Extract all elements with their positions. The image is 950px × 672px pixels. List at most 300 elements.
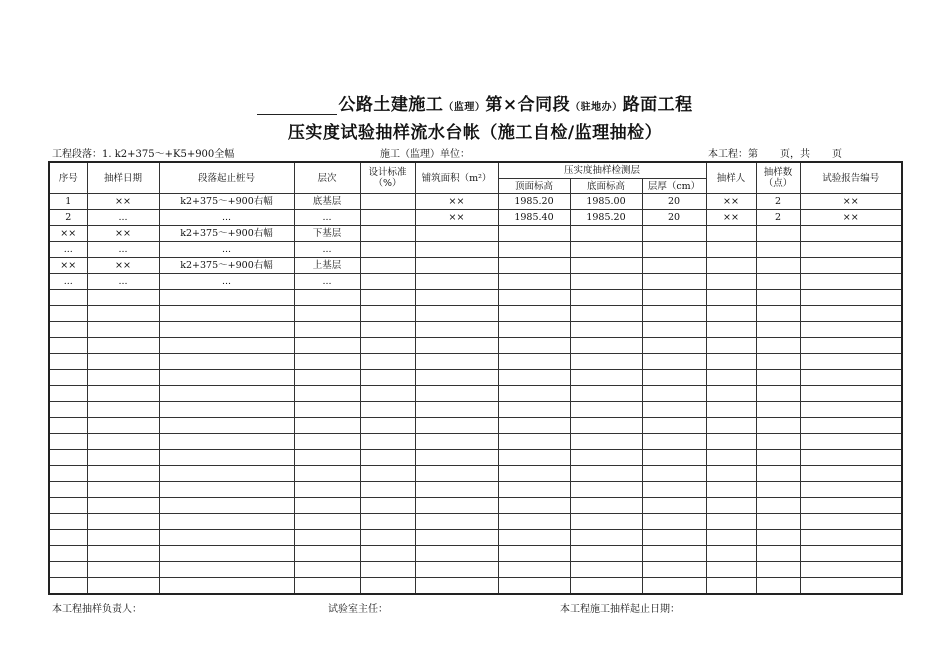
cell-report[interactable] [800,306,902,322]
cell-bottom[interactable] [570,370,642,386]
cell-design[interactable] [360,466,415,482]
cell-points[interactable] [756,306,800,322]
header-top: 顶面标高 [498,179,570,194]
cell-thick[interactable] [642,434,706,450]
cell-sampler[interactable] [706,370,756,386]
table-row [49,450,902,466]
cell-station[interactable] [159,354,294,370]
cell-sampler[interactable] [706,322,756,338]
cell-seq[interactable] [49,354,87,370]
cell-thick[interactable] [642,482,706,498]
cell-sampler [706,274,756,290]
cell-date[interactable] [87,386,159,402]
cell-thick[interactable] [642,466,706,482]
cell-points[interactable] [756,370,800,386]
cell-station: k2+375～+900右幅 [159,258,294,274]
cell-sampler[interactable] [706,514,756,530]
cell-thick [642,274,706,290]
cell-points[interactable] [756,498,800,514]
cell-area: ×× [415,194,498,210]
cell-thick: 20 [642,210,706,226]
cell-report[interactable] [800,434,902,450]
header-group: 压实度抽样检测层 [498,162,706,179]
cell-sampler[interactable] [706,290,756,306]
cell-thick[interactable] [642,450,706,466]
cell-report: ×× [800,194,902,210]
cell-top: 1985.40 [498,210,570,226]
cell-area[interactable] [415,450,498,466]
cell-seq[interactable] [49,386,87,402]
cell-area [415,258,498,274]
cell-seq[interactable] [49,450,87,466]
cell-seq[interactable] [49,370,87,386]
cell-layer[interactable] [294,322,360,338]
cell-sampler: ×× [706,194,756,210]
cell-bottom[interactable] [570,322,642,338]
cell-design[interactable] [360,546,415,562]
table-row [49,562,902,578]
cell-points[interactable] [756,322,800,338]
header-layer: 层次 [294,162,360,194]
cell-sampler[interactable] [706,354,756,370]
cell-sampler[interactable] [706,498,756,514]
cell-station[interactable] [159,546,294,562]
cell-layer[interactable] [294,482,360,498]
cell-date[interactable] [87,498,159,514]
cell-layer[interactable] [294,306,360,322]
cell-bottom [570,258,642,274]
header-area: 铺筑面积（m²） [415,162,498,194]
cell-top[interactable] [498,354,570,370]
cell-layer[interactable] [294,338,360,354]
cell-report[interactable] [800,546,902,562]
cell-points [756,242,800,258]
title-note: （驻地办） [570,102,623,113]
cell-top[interactable] [498,290,570,306]
cell-points[interactable] [756,434,800,450]
cell-thick[interactable] [642,322,706,338]
table-row [49,226,902,242]
cell-top[interactable] [498,418,570,434]
table-row [49,258,902,274]
cell-points[interactable] [756,450,800,466]
cell-bottom[interactable] [570,306,642,322]
cell-design[interactable] [360,450,415,466]
cell-station[interactable] [159,322,294,338]
cell-area[interactable] [415,562,498,578]
cell-date[interactable] [87,402,159,418]
cell-bottom[interactable] [570,578,642,595]
table-row [49,402,902,418]
section-info: 工程段落：1. k2+375～+K5+900全幅 [52,149,235,160]
cell-station[interactable] [159,434,294,450]
table-row [49,194,902,210]
cell-sampler[interactable] [706,562,756,578]
cell-design[interactable] [360,578,415,595]
cell-date: ×× [87,194,159,210]
cell-bottom[interactable] [570,546,642,562]
header-points-line1: 抽样数 [763,167,793,178]
cell-points[interactable] [756,514,800,530]
cell-area[interactable] [415,530,498,546]
cell-area[interactable] [415,434,498,450]
cell-top[interactable] [498,562,570,578]
cell-thick[interactable] [642,386,706,402]
cell-thick[interactable] [642,354,706,370]
cell-station[interactable] [159,402,294,418]
cell-report[interactable] [800,370,902,386]
cell-seq[interactable] [49,322,87,338]
cell-date[interactable] [87,290,159,306]
cell-bottom[interactable] [570,530,642,546]
footer-lab: 试验室主任： [328,604,388,615]
cell-sampler[interactable] [706,338,756,354]
cell-area[interactable] [415,466,498,482]
cell-date[interactable] [87,466,159,482]
cell-area [415,242,498,258]
cell-top[interactable] [498,514,570,530]
cell-station[interactable] [159,482,294,498]
header-design-line1: 设计标准 [368,167,407,178]
cell-date[interactable] [87,354,159,370]
cell-station: ... [159,210,294,226]
cell-date[interactable] [87,546,159,562]
cell-report[interactable] [800,402,902,418]
cell-date[interactable] [87,306,159,322]
cell-design[interactable] [360,482,415,498]
cell-design[interactable] [360,530,415,546]
cell-points[interactable] [756,290,800,306]
cell-thick[interactable] [642,338,706,354]
cell-bottom[interactable] [570,338,642,354]
cell-seq[interactable] [49,530,87,546]
cell-seq: ... [49,242,87,258]
cell-layer[interactable] [294,562,360,578]
cell-points[interactable] [756,402,800,418]
cell-date[interactable] [87,578,159,595]
cell-report[interactable] [800,338,902,354]
cell-top[interactable] [498,370,570,386]
cell-points[interactable] [756,386,800,402]
cell-report[interactable] [800,386,902,402]
cell-layer[interactable] [294,498,360,514]
cell-bottom[interactable] [570,562,642,578]
cell-area[interactable] [415,402,498,418]
cell-bottom[interactable] [570,386,642,402]
cell-station[interactable] [159,418,294,434]
cell-design[interactable] [360,514,415,530]
cell-layer[interactable] [294,418,360,434]
cell-layer[interactable] [294,466,360,482]
cell-date[interactable] [87,418,159,434]
cell-bottom [570,226,642,242]
cell-sampler[interactable] [706,466,756,482]
cell-area[interactable] [415,498,498,514]
cell-top[interactable] [498,402,570,418]
cell-report[interactable] [800,354,902,370]
cell-top[interactable] [498,450,570,466]
title-part: 公路土建施工 [338,95,444,115]
cell-layer[interactable] [294,514,360,530]
cell-layer[interactable] [294,530,360,546]
header-design [360,162,415,194]
cell-thick [642,242,706,258]
cell-design[interactable] [360,322,415,338]
cell-design[interactable] [360,386,415,402]
cell-top[interactable] [498,498,570,514]
cell-sampler[interactable] [706,530,756,546]
cell-points[interactable] [756,482,800,498]
cell-thick[interactable] [642,306,706,322]
cell-points[interactable] [756,466,800,482]
cell-area[interactable] [415,338,498,354]
cell-area [415,226,498,242]
cell-seq[interactable] [49,466,87,482]
title-note: （监理） [443,102,486,113]
cell-seq[interactable] [49,482,87,498]
cell-sampler [706,242,756,258]
cell-top[interactable] [498,578,570,595]
cell-seq[interactable] [49,578,87,595]
cell-sampler[interactable] [706,546,756,562]
cell-station[interactable] [159,338,294,354]
cell-thick[interactable] [642,578,706,595]
cell-thick[interactable] [642,370,706,386]
cell-sampler[interactable] [706,418,756,434]
table-row [49,386,902,402]
cell-report[interactable] [800,466,902,482]
cell-bottom[interactable] [570,450,642,466]
cell-date[interactable] [87,370,159,386]
cell-points[interactable] [756,530,800,546]
cell-date[interactable] [87,482,159,498]
cell-design[interactable] [360,370,415,386]
cell-thick[interactable] [642,530,706,546]
cell-sampler[interactable] [706,386,756,402]
cell-station: ... [159,242,294,258]
table-row [49,546,902,562]
cell-report[interactable] [800,578,902,595]
cell-top[interactable] [498,386,570,402]
unit-info: 施工（监理）单位： [380,149,470,160]
cell-report [800,274,902,290]
cell-points[interactable] [756,562,800,578]
cell-thick[interactable] [642,498,706,514]
cell-seq[interactable] [49,546,87,562]
cell-points[interactable] [756,578,800,595]
cell-design[interactable] [360,562,415,578]
cell-station[interactable] [159,386,294,402]
cell-date[interactable] [87,338,159,354]
cell-layer[interactable] [294,370,360,386]
cell-area[interactable] [415,482,498,498]
cell-report [800,226,902,242]
cell-design[interactable] [360,290,415,306]
cell-points[interactable] [756,418,800,434]
cell-layer[interactable] [294,290,360,306]
cell-layer: 底基层 [294,194,360,210]
cell-seq[interactable] [49,306,87,322]
cell-top[interactable] [498,546,570,562]
cell-layer[interactable] [294,578,360,595]
cell-layer: ... [294,210,360,226]
cell-top[interactable] [498,530,570,546]
cell-report[interactable] [800,530,902,546]
cell-thick[interactable] [642,546,706,562]
cell-report[interactable] [800,290,902,306]
cell-bottom[interactable] [570,354,642,370]
project-name-blank[interactable] [257,98,337,115]
cell-area[interactable] [415,306,498,322]
cell-thick[interactable] [642,402,706,418]
cell-design[interactable] [360,434,415,450]
cell-area[interactable] [415,290,498,306]
header-thick: 层厚（cm） [642,179,706,194]
cell-design[interactable] [360,418,415,434]
cell-station[interactable] [159,450,294,466]
cell-area[interactable] [415,514,498,530]
cell-station[interactable] [159,498,294,514]
cell-area[interactable] [415,418,498,434]
cell-sampler[interactable] [706,482,756,498]
cell-seq[interactable] [49,498,87,514]
cell-layer[interactable] [294,354,360,370]
cell-station: ... [159,274,294,290]
cell-sampler: ×× [706,210,756,226]
cell-bottom[interactable] [570,418,642,434]
cell-design[interactable] [360,402,415,418]
cell-station[interactable] [159,530,294,546]
header-bottom: 底面标高 [570,179,642,194]
cell-layer[interactable] [294,434,360,450]
cell-date[interactable] [87,434,159,450]
cell-station[interactable] [159,466,294,482]
cell-layer[interactable] [294,546,360,562]
page-label: 页，共 [780,149,810,160]
cell-design[interactable] [360,498,415,514]
cell-report[interactable] [800,514,902,530]
cell-area[interactable] [415,370,498,386]
cell-design[interactable] [360,338,415,354]
cell-station[interactable] [159,578,294,595]
cell-top[interactable] [498,434,570,450]
title-part: 路面工程 [622,95,693,115]
cell-report [800,258,902,274]
cell-bottom[interactable] [570,290,642,306]
cell-seq: 1 [49,194,87,210]
cell-area[interactable] [415,322,498,338]
header-date: 抽样日期 [87,162,159,194]
cell-layer[interactable] [294,450,360,466]
cell-layer[interactable] [294,386,360,402]
cell-design [360,210,415,226]
cell-station[interactable] [159,306,294,322]
cell-points[interactable] [756,546,800,562]
cell-bottom[interactable] [570,434,642,450]
cell-report[interactable] [800,482,902,498]
cell-area[interactable] [415,386,498,402]
cell-date[interactable] [87,530,159,546]
cell-seq[interactable] [49,514,87,530]
table-row [49,354,902,370]
header-points [756,162,800,194]
cell-bottom[interactable] [570,466,642,482]
cell-station[interactable] [159,370,294,386]
cell-thick[interactable] [642,418,706,434]
cell-sampler[interactable] [706,402,756,418]
cell-area[interactable] [415,354,498,370]
cell-top[interactable] [498,306,570,322]
table-row [49,482,902,498]
cell-thick[interactable] [642,514,706,530]
cell-layer[interactable] [294,402,360,418]
cell-report[interactable] [800,322,902,338]
cell-area[interactable] [415,578,498,595]
cell-bottom[interactable] [570,402,642,418]
cell-bottom[interactable] [570,482,642,498]
cell-seq[interactable] [49,562,87,578]
cell-design[interactable] [360,306,415,322]
cell-layer: 上基层 [294,258,360,274]
cell-report[interactable] [800,498,902,514]
cell-sampler[interactable] [706,306,756,322]
cell-seq[interactable] [49,338,87,354]
cell-sampler[interactable] [706,450,756,466]
cell-station[interactable] [159,290,294,306]
cell-top[interactable] [498,338,570,354]
cell-report[interactable] [800,562,902,578]
cell-report[interactable] [800,450,902,466]
cell-points[interactable] [756,354,800,370]
cell-seq[interactable] [49,434,87,450]
form-subtitle: 压实度试验抽样流水台帐（施工自检/监理抽检） [287,123,663,143]
cell-thick[interactable] [642,562,706,578]
cell-sampler[interactable] [706,578,756,595]
cell-design[interactable] [360,354,415,370]
cell-bottom[interactable] [570,514,642,530]
ledger-table [48,161,903,595]
header-sampler: 抽样人 [706,162,756,194]
cell-bottom[interactable] [570,498,642,514]
cell-top [498,274,570,290]
cell-top[interactable] [498,322,570,338]
cell-top[interactable] [498,466,570,482]
cell-design [360,258,415,274]
cell-station[interactable] [159,562,294,578]
header-report: 试验报告编号 [800,162,902,194]
table-row [49,370,902,386]
cell-date[interactable] [87,562,159,578]
cell-seq[interactable] [49,402,87,418]
cell-top[interactable] [498,482,570,498]
cell-date[interactable] [87,450,159,466]
cell-date[interactable] [87,322,159,338]
cell-report[interactable] [800,418,902,434]
table-row [49,210,902,226]
cell-sampler[interactable] [706,434,756,450]
table-row [49,530,902,546]
cell-thick[interactable] [642,290,706,306]
cell-area[interactable] [415,546,498,562]
cell-seq[interactable] [49,290,87,306]
page-label: 页 [832,149,842,160]
cell-seq[interactable] [49,418,87,434]
cell-area [415,274,498,290]
cell-seq: ×× [49,226,87,242]
cell-date[interactable] [87,514,159,530]
cell-station[interactable] [159,514,294,530]
cell-points[interactable] [756,338,800,354]
